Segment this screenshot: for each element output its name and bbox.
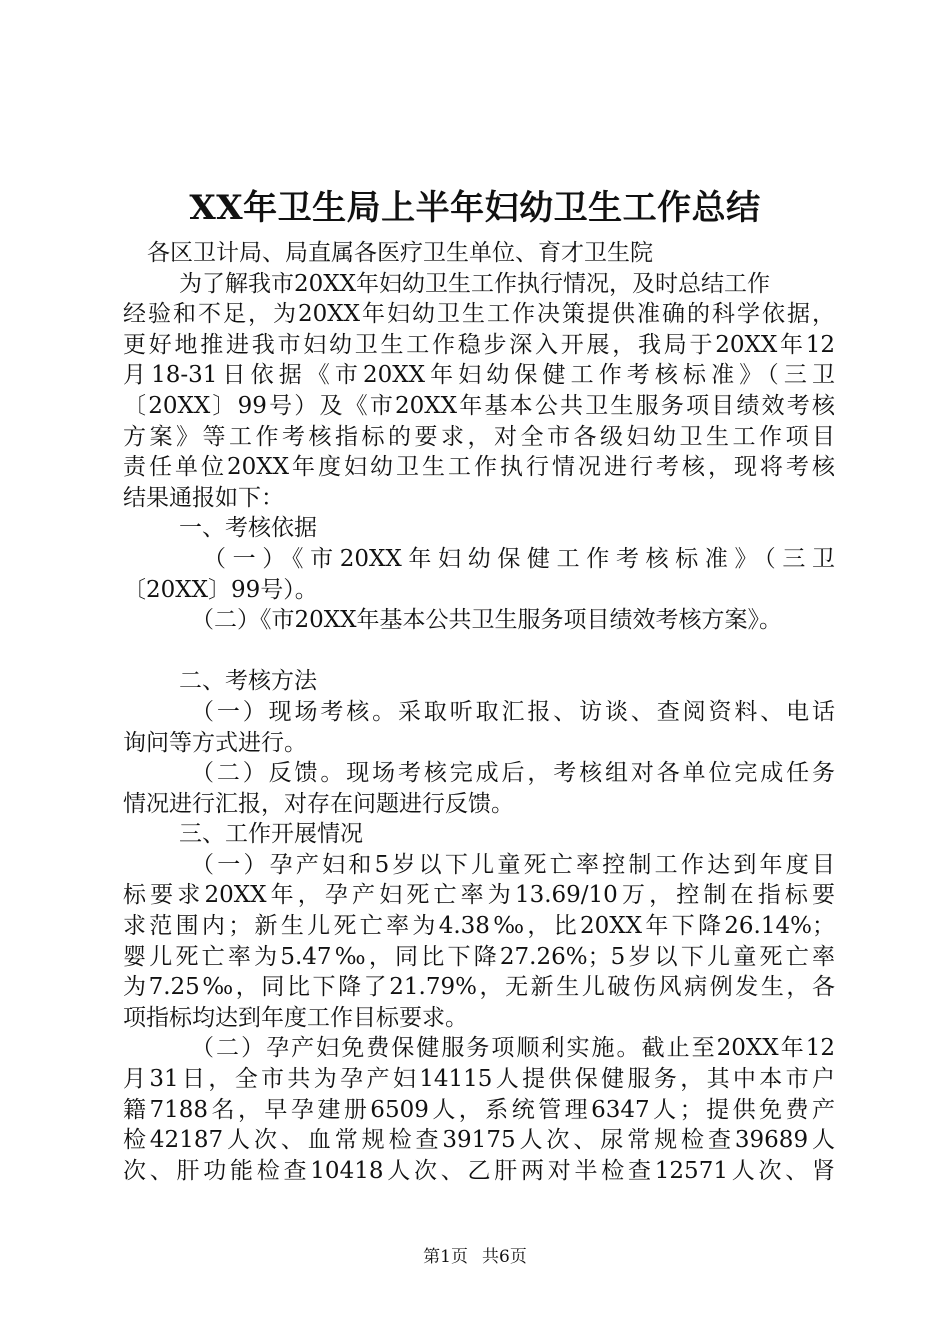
section-heading: 一、考核依据 <box>179 515 317 542</box>
text-line: 检42187人次、血常规检查39175人次、尿常规检查39689人 <box>123 1127 835 1154</box>
text-line: 为了解我市20XX年妇幼卫生工作执行情况，及时总结工作 <box>179 270 771 297</box>
text-line: 为7.25‰，同比下降了21.79%，无新生儿破伤风病例发生，各 <box>123 974 835 1001</box>
document-title: XX年卫生局上半年妇幼卫生工作总结 <box>189 188 761 228</box>
text-line: 次、肝功能检查10418人次、乙肝两对半检查12571人次、肾 <box>123 1157 835 1184</box>
page-total: 共6页 <box>482 1247 527 1267</box>
section-heading: 三、工作开展情况 <box>179 821 363 848</box>
text-line: 经验和不足，为20XX年妇幼卫生工作决策提供准确的科学依据， <box>123 301 835 328</box>
text-line: （一）孕产妇和5岁以下儿童死亡率控制工作达到年度目 <box>191 851 835 878</box>
section-heading: 二、考核方法 <box>179 668 317 695</box>
page-number: 第1页 <box>423 1247 468 1267</box>
text-line: 〔20XX〕99号）及《市20XX年基本公共卫生服务项目绩效考核 <box>123 392 835 419</box>
text-line: 月31日，全市共为孕产妇14115人提供保健服务，其中本市户 <box>123 1066 835 1093</box>
text-line: 方案》等工作考核指标的要求，对全市各级妇幼卫生工作项目 <box>123 423 835 450</box>
text-line: （二）反馈。现场考核完成后，考核组对各单位完成任务 <box>191 760 835 787</box>
text-line: 〔20XX〕99号）。 <box>123 576 318 603</box>
text-line: 项指标均达到年度工作目标要求。 <box>123 1004 468 1031</box>
text-line: 婴儿死亡率为5.47‰，同比下降27.26%；5岁以下儿童死亡率 <box>123 943 835 970</box>
text-line: 询问等方式进行。 <box>123 729 307 756</box>
text-line: 求范围内；新生儿死亡率为4.38‰，比20XX年下降26.14%； <box>123 913 835 940</box>
text-line: 各区卫计局、局直属各医疗卫生单位、育才卫生院 <box>147 240 653 266</box>
document-body <box>123 238 835 1186</box>
text-line: （二）孕产妇免费保健服务项顺利实施。截止至20XX年12 <box>191 1035 835 1062</box>
text-line: （一）《市20XX年妇幼保健工作考核标准》（三卫 <box>203 545 835 572</box>
text-line: 责任单位20XX年度妇幼卫生工作执行情况进行考核，现将考核 <box>123 454 835 481</box>
text-line: （二）《市20XX年基本公共卫生服务项目绩效考核方案》。 <box>191 607 783 634</box>
page-footer <box>0 1245 950 1269</box>
text-line: 结果通报如下： <box>123 484 284 511</box>
text-line: （一）现场考核。采取听取汇报、访谈、查阅资料、电话 <box>191 698 835 725</box>
text-line: 籍7188名，早孕建册6509人，系统管理6347人；提供免费产 <box>123 1096 835 1123</box>
text-line: 更好地推进我市妇幼卫生工作稳步深入开展，我局于20XX年12 <box>123 331 835 358</box>
text-line: 情况进行汇报，对存在问题进行反馈。 <box>123 790 514 817</box>
text-line: 月18-31日依据《市20XX年妇幼保健工作考核标准》（三卫 <box>123 362 835 389</box>
text-line: 标要求20XX年，孕产妇死亡率为13.69/10万，控制在指标要 <box>123 882 835 909</box>
blank-line <box>123 636 835 667</box>
